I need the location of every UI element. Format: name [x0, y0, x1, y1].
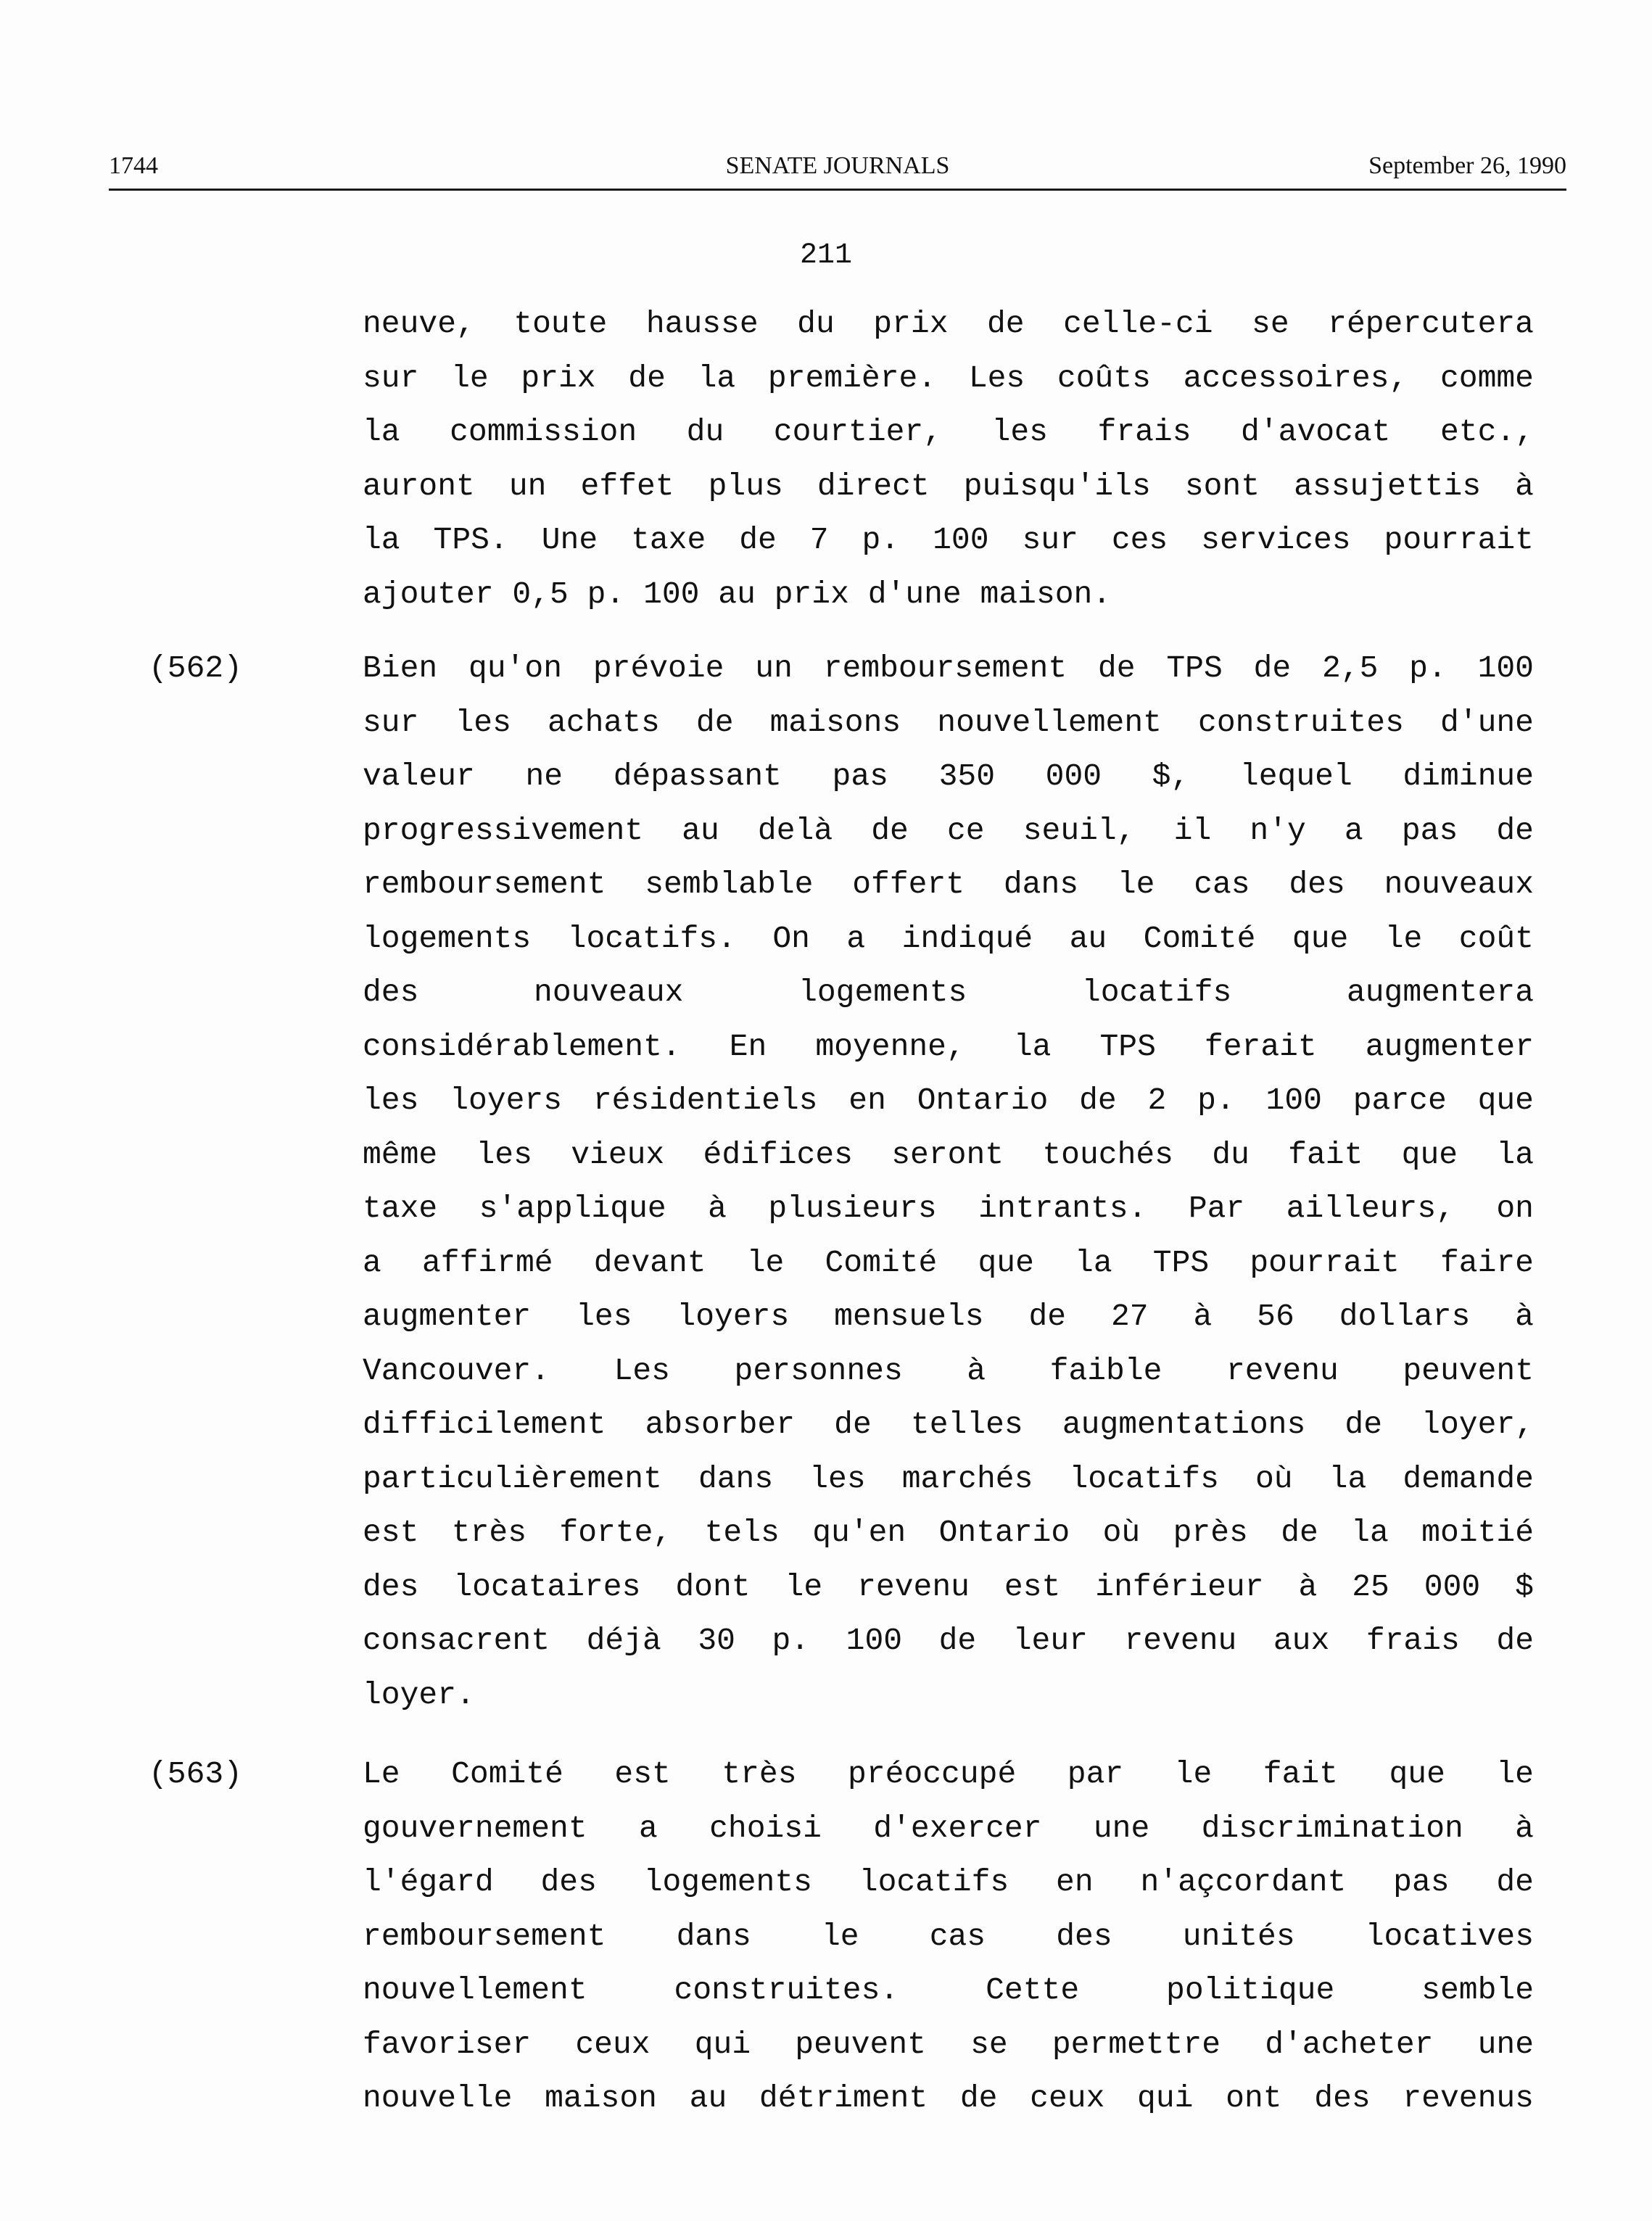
text-line: nouvelle maison au détriment de ceux qui ont des revenus [363, 2080, 1534, 2116]
text-line: même les vieux édifices seront touchés du fait que la [363, 1136, 1534, 1172]
text-line: particulièrement dans les marchés locatifs où la demande [363, 1460, 1534, 1497]
text-line: valeur ne dépassant pas 350 000 $, lequel diminue [363, 758, 1534, 794]
text-line: les loyers résidentiels en Ontario de 2 p. 100 parce que [363, 1083, 1534, 1118]
journal-title: SENATE JOURNALS [725, 152, 950, 179]
text-line: considérablement. En moyenne, la TPS ferait augmenter [363, 1028, 1534, 1064]
paragraph-562 [363, 642, 1534, 1722]
text-line: Vancouver. Les personnes à faible revenu peuvent [363, 1352, 1534, 1389]
continuation-paragraph [363, 297, 1534, 621]
text-line: ajouter 0,5 p. 100 au prix d'une maison. [363, 576, 1112, 612]
text-line: nouvellement construites. Cette politique semble [363, 1972, 1534, 2008]
text-line: des nouveaux logements locatifs augmentera [363, 975, 1534, 1010]
journal-date: September 26, 1990 [1368, 152, 1566, 179]
text-line: gouvernement a choisi d'exercer une discrimination à [363, 1810, 1534, 1846]
text-line: a affirmé devant le Comité que la TPS pourrait faire [363, 1244, 1534, 1281]
text-line: la TPS. Une taxe de 7 p. 100 sur ces services pourrait [363, 522, 1534, 558]
text-line: est très forte, tels qu'en Ontario où près de la moitié [363, 1515, 1534, 1550]
text-line: remboursement dans le cas des unités locatives [363, 1918, 1534, 1954]
text-line: logements locatifs. On a indiqué au Comité que le coût [363, 920, 1534, 956]
running-header [109, 145, 1566, 191]
text-line: des locataires dont le revenu est inférieur à 25 000 $ [363, 1568, 1534, 1605]
paragraph-number: (562) [149, 650, 243, 686]
text-line: consacrent déjà 30 p. 100 de leur revenu aux frais de [363, 1623, 1534, 1658]
text-line: sur le prix de la première. Les coûts accessoires, comme [363, 360, 1534, 396]
text-line: augmenter les loyers mensuels de 27 à 56 dollars à [363, 1299, 1534, 1334]
text-line: sur les achats de maisons nouvellement construites d'une [363, 704, 1534, 740]
text-line: auront un effet plus direct puisqu'ils sont assujettis à [363, 468, 1534, 504]
document-page-number: 211 [799, 239, 852, 272]
text-line: taxe s'applique à plusieurs intrants. Par ailleurs, on [363, 1191, 1534, 1226]
text-line: neuve, toute hausse du prix de celle-ci se répercutera [363, 306, 1534, 342]
text-line: Le Comité est très préoccupé par le fait que le [363, 1756, 1534, 1792]
text-line: progressivement au delà de ce seuil, il n'y a pas de [363, 812, 1534, 848]
text-line: difficilement absorber de telles augmentations de loyer, [363, 1407, 1534, 1442]
text-line: la commission du courtier, les frais d'avocat etc., [363, 414, 1534, 450]
paragraph-number: (563) [149, 1756, 243, 1792]
text-line: l'égard des logements locatifs en n'açcordant pas de [363, 1864, 1534, 1900]
text-line: favoriser ceux qui peuvent se permettre d'acheter une [363, 2026, 1534, 2062]
journal-page-label: 1744 [109, 152, 158, 179]
paragraph-563 [363, 1748, 1534, 2126]
text-line: loyer. [363, 1676, 475, 1713]
text-line: Bien qu'on prévoie un remboursement de TPS de 2,5 p. 100 [363, 650, 1534, 686]
text-line: remboursement semblable offert dans le cas des nouveaux [363, 867, 1534, 902]
